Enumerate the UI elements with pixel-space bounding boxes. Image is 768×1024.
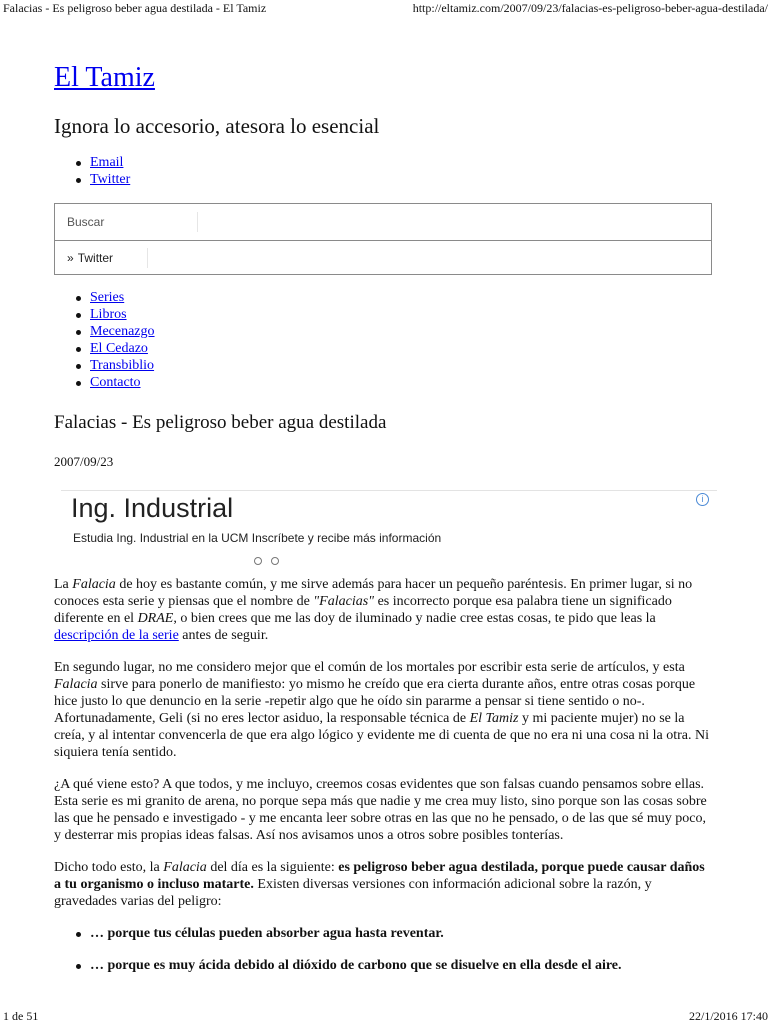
print-footer [0, 1008, 768, 1024]
social-item-twitter [76, 171, 130, 188]
article-paragraph-2 [54, 659, 714, 761]
list-item [76, 957, 714, 974]
article-body [54, 576, 714, 989]
nav-link-mecenazgo[interactable]: Mecenazgo [90, 324, 155, 339]
site-tagline: Ignora lo accesorio, atesora lo esencial [54, 114, 380, 138]
text: es incorrecto porque esa palabra tiene un significado diferente en el [54, 594, 672, 626]
italic-term: Falacia [54, 677, 98, 692]
text: La [54, 577, 73, 592]
italic-term: Falacia [163, 860, 207, 875]
nav-item-contacto [76, 374, 155, 391]
print-datetime: 22/1/2016 17:40 [688, 1009, 768, 1023]
twitter-link[interactable]: Twitter [90, 172, 131, 187]
nav-link-el-cedazo[interactable]: El Cedazo [90, 341, 148, 356]
text: Dicho todo esto, la [54, 860, 164, 875]
nav-link-libros[interactable]: Libros [90, 307, 127, 322]
nav-item-series [76, 289, 155, 306]
twitter-button[interactable] [67, 248, 148, 268]
ad-info-icon[interactable]: i [696, 493, 709, 506]
italic-term: DRAE [137, 611, 174, 626]
carousel-dot-icon[interactable] [271, 557, 279, 565]
bullet-icon [76, 364, 81, 369]
series-description-link[interactable]: descripción de la serie [54, 628, 179, 643]
bold-claim: es peligroso beber agua destilada, porque puede causar daños a tu organismo o incluso matarte. [54, 860, 705, 892]
bullet-icon [76, 964, 81, 969]
bullet-icon [76, 381, 81, 386]
nav-link-series[interactable]: Series [90, 290, 125, 305]
email-link[interactable]: Email [90, 155, 124, 170]
carousel-dot-icon[interactable] [254, 557, 262, 565]
bullet-icon [76, 313, 81, 318]
claim-list [54, 925, 714, 974]
ad-carousel-dots [254, 552, 288, 570]
bullet-icon [76, 161, 81, 166]
text: del día es la siguiente: [206, 860, 339, 875]
italic-term: El Tamiz [469, 711, 519, 726]
list-item-text: … porque tus células pueden absorber agua hasta reventar. [90, 926, 444, 941]
social-item-email [76, 154, 130, 171]
italic-term: Falacia [72, 577, 116, 592]
ad-headline[interactable]: Ing. Industrial [71, 493, 234, 523]
ad-text[interactable]: Estudia Ing. Industrial en la UCM Inscríbete y recibe más información [73, 531, 442, 545]
text: de hoy es bastante común, y me sirve además para hacer un pequeño paréntesis. En primer lugar, si no conoces esta serie y piensas que el nombre de [54, 577, 693, 609]
nav-item-mecenazgo [76, 323, 155, 340]
bullet-icon [76, 296, 81, 301]
text: y mi paciente mujer) no se la creía, y al intentar convencerla de que era algo lógico y evidente me di cuenta de que no era ni una cosa ni la otra. Ni siquiera tenía sentido. [54, 711, 709, 760]
search-widget [54, 203, 712, 275]
ad-banner[interactable] [61, 490, 717, 567]
post-date: 2007/09/23 [54, 454, 114, 469]
main-nav [76, 289, 155, 391]
text: , o bien crees que me las doy de iluminado y nadie cree estas cosas, te pido que leas la [173, 611, 656, 626]
nav-item-transbiblio [76, 357, 155, 374]
print-page-url: http://eltamiz.com/2007/09/23/falacias-es-peligroso-beber-agua-destilada/ [412, 1, 768, 15]
article-paragraph-4 [54, 859, 714, 910]
italic-term: "Falacias" [313, 594, 375, 609]
bullet-icon [76, 178, 81, 183]
print-page-number: 1 de 51 [3, 1009, 39, 1023]
bullet-icon [76, 932, 81, 937]
article-paragraph-1 [54, 576, 714, 644]
list-item [76, 925, 714, 942]
article-paragraph-3: ¿A qué viene esto? A que todos, y me incluyo, creemos cosas evidentes que son falsas cuando pensamos sobre ellas. Esta serie es mi granito de arena, no porque sepa más que nadie y me crea muy listo, sino porque son las cosas sobre las que he pensado e investigado - y me encanta leer sobre otras en las que no he pensado, o de las que sé muy poco, y desterrar mis propias ideas falsas. Así nos avisamos unos a otros sobre posibles tonterías. [54, 777, 707, 843]
bullet-icon [76, 330, 81, 335]
text: sirve para ponerlo de manifiesto: yo mismo he creído que era cierta durante años, entre otras cosas porque hice justo lo que denuncio en la serie -repetir algo que he oído sin pararme a pensar si tiene sentido o no-. Afortunadamente, Geli (si no eres lector asiduo, la responsable técnica de [54, 677, 696, 726]
text: antes de seguir. [178, 628, 269, 643]
site-title-link[interactable]: El Tamiz [54, 62, 155, 93]
text: Existen diversas versiones con información adicional sobre la razón, y gravedades varias del peligro: [54, 877, 652, 909]
list-item-text: … porque es muy ácida debido al dióxido de carbono que se disuelve en ella desde el aire. [90, 958, 622, 973]
search-input[interactable]: Buscar [67, 212, 198, 232]
nav-item-el-cedazo [76, 340, 155, 357]
bullet-icon [76, 347, 81, 352]
twitter-button-label: Twitter [77, 251, 114, 265]
nav-link-transbiblio[interactable]: Transbiblio [90, 358, 155, 373]
print-page-title: Falacias - Es peligroso beber agua destilada - El Tamiz [3, 1, 267, 15]
text: En segundo lugar, no me considero mejor que el común de los mortales por escribir esta serie de artículos, y esta [54, 660, 685, 675]
post-title: Falacias - Es peligroso beber agua destilada [54, 412, 387, 433]
print-header [0, 0, 768, 16]
search-divider [55, 240, 711, 241]
site-title [54, 60, 155, 96]
nav-link-contacto[interactable]: Contacto [90, 375, 141, 390]
nav-item-libros [76, 306, 155, 323]
chevron-right-icon: » [67, 251, 74, 265]
social-links [76, 154, 130, 188]
